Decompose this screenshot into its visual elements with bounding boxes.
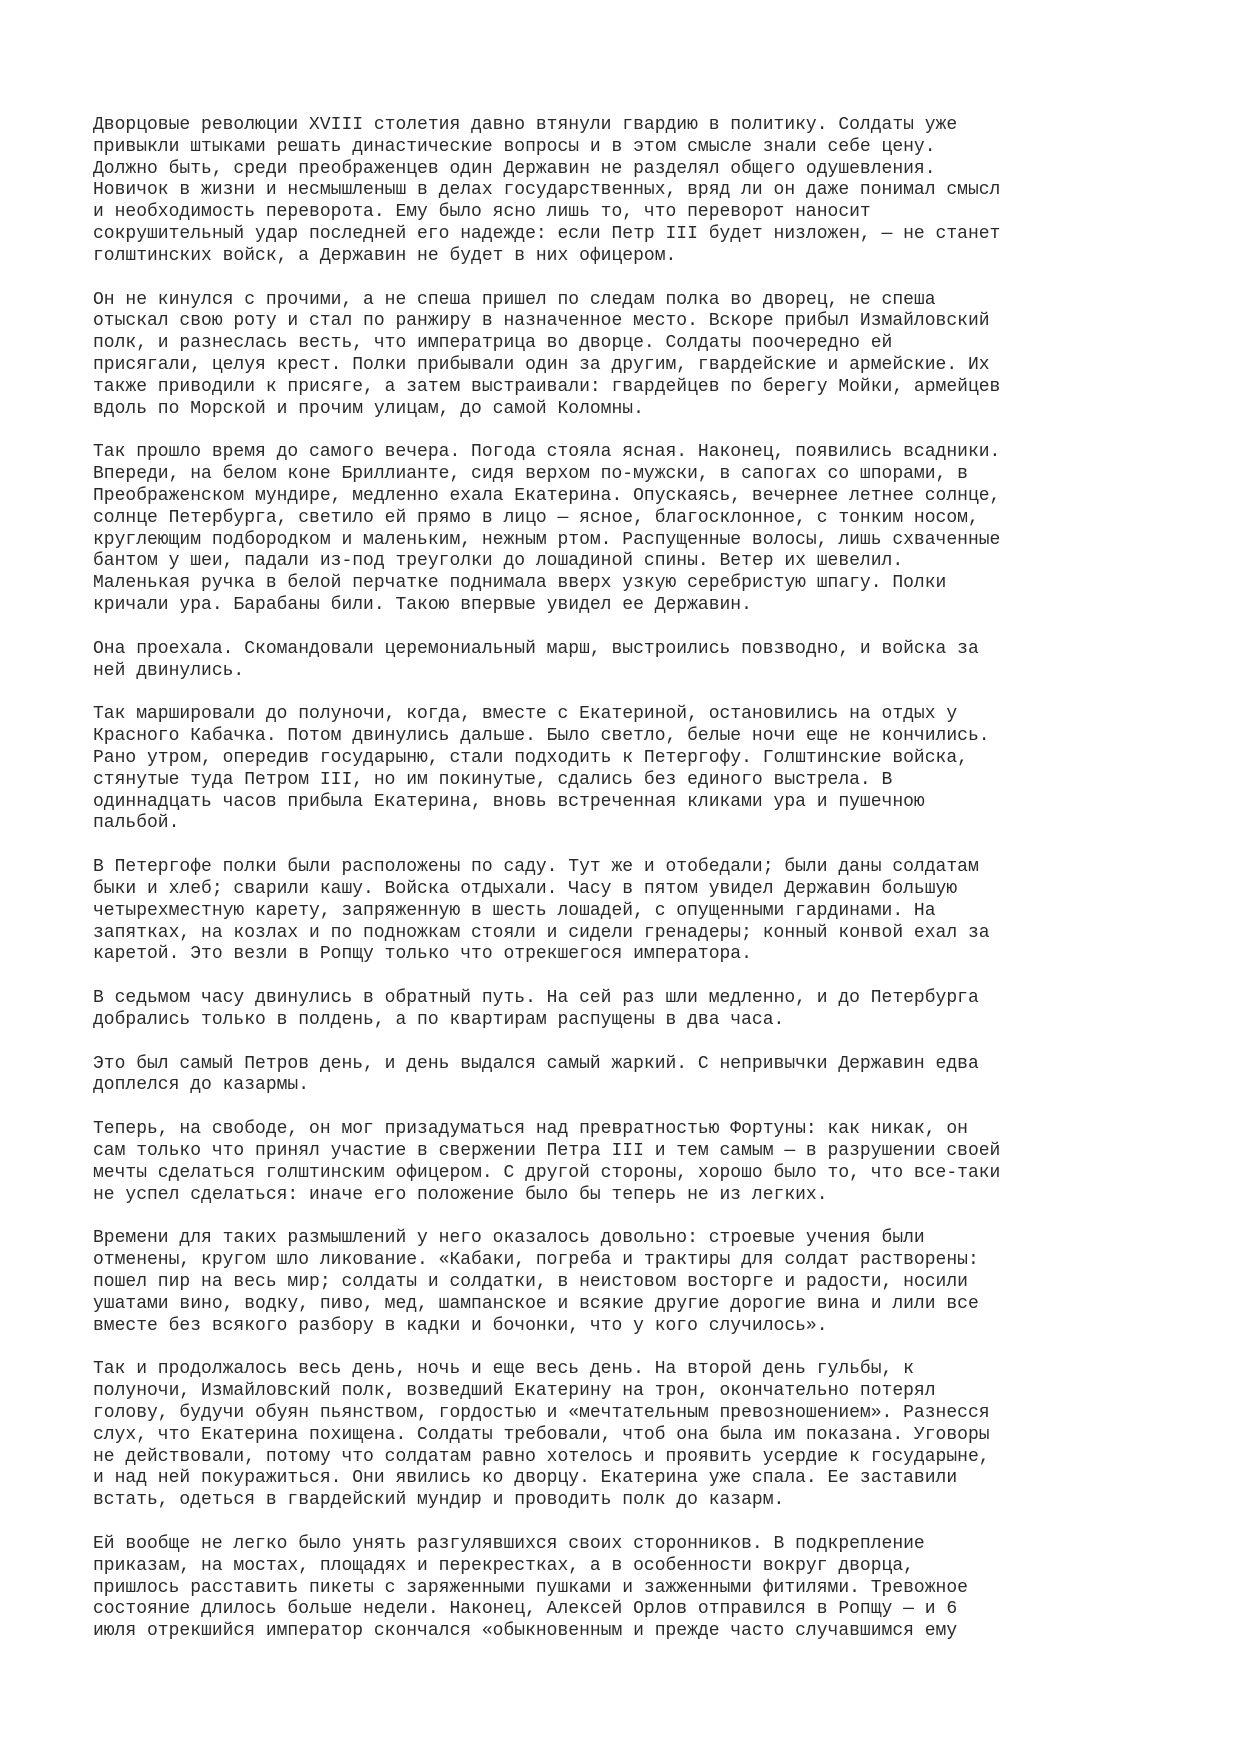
paragraph-1: Дворцовые революции XVIII столетия давно втянули гвардию в политику. Солдаты уже привыкли штыками решать династические вопросы и в этом смысле знали себе цену. Должно быть, среди преображенцев один Державин не разделял общего одушевления. Новичок в жизни и несмышленыш в делах государственных, вряд ли он даже понимал смысл и необходимость переворота. Ему было ясно лишь то, что переворот наносит сокрушительный удар последней его надежде: если Петр III будет низложен, — не станет голштинских войск, а Державин не будет в них офицером. bbox=[93, 115, 1001, 266]
paragraph-6: В Петергофе полки были расположены по саду. Тут же и отобедали; были даны солдатам быки и хлеб; сварили кашу. Войска отдыхали. Часу в пятом увидел Державин большую четырехместную карету, запряженную в шесть лошадей, с опущенными гардинами. На запятках, на козлах и по подножкам стояли и сидели гренадеры; конный конвой ехал за каретой. Это везли в Ропщу только что отрекшегося императора. bbox=[93, 857, 990, 965]
paragraph-10: Времени для таких размышлений у него оказалось довольно: строевые учения были отменены, кругом шло ликование. «Кабаки, погреба и трактиры для солдат растворены: пошел пир на весь мир; солдаты и солдатки, в неистовом восторге и радости, носили ушатами вино, водку, пиво, мед, шампанское и всякие другие дорогие вина и лили все вместе без всякого разбору в кадки и бочонки, что у кого случилось». bbox=[93, 1228, 979, 1336]
paragraph-11: Так и продолжалось весь день, ночь и еще весь день. На второй день гульбы, к полуночи, Измайловский полк, возведший Екатерину на трон, окончательно потерял голову, будучи обуян пьянством, гордостью и «мечтательным превозношением». Разнесся слух, что Екатерина похищена. Солдаты требовали, чтоб она была им показана. Уговоры не действовали, потому что солдатам равно хотелось и проявить усердие к государыне, и над ней покуражиться. Они явились ко дворцу. Екатерина уже спала. Ее заставили встать, одеться в гвардейский мундир и проводить полк до казарм. bbox=[93, 1359, 990, 1511]
paragraph-3: Так прошло время до самого вечера. Погода стояла ясная. Наконец, появились всадники. Впереди, на белом коне Бриллианте, сидя верхом по-мужски, в сапогах со шпорами, в Преображенском мундире, медленно ехала Екатерина. Опускаясь, вечернее летнее солнце, солнце Петербурга, светило ей прямо в лицо — ясное, благосклонное, с тонким носом, круглеющим подбородком и маленьким, нежным ртом. Распущенные волосы, лишь схваченные бантом у шеи, падали из-под треуголки до лошадиной спины. Ветер их шевелил. Маленькая ручка в белой перчатке поднимала вверх узкую серебристую шпагу. Полки кричали ура. Барабаны били. Такою впервые увидел ее Державин. bbox=[93, 442, 1001, 615]
paragraph-5: Так маршировали до полуночи, когда, вместе с Екатериной, остановились на отдых у Красного Кабачка. Потом двинулись дальше. Было светло, белые ночи еще не кончились. Рано утром, опередив государыню, стали подходить к Петергофу. Голштинские войска, стянутые туда Петром III, но им покинутые, сдались без единого выстрела. В одиннадцать часов прибыла Екатерина, вновь встреченная кликами ура и пушечною пальбой. bbox=[93, 704, 990, 834]
paragraph-2: Он не кинулся с прочими, а не спеша пришел по следам полка во дворец, не спеша отыскал свою роту и стал по ранжиру в назначенное место. Вскоре прибыл Измайловский полк, и разнеслась весть, что императрица во дворце. Солдаты поочередно ей присягали, целуя крест. Полки прибывали один за другим, гвардейские и армейские. Их также приводили к присяге, а затем выстраивали: гвардейцев по берегу Мойки, армейцев вдоль по Морской и прочим улицам, до самой Коломны. bbox=[93, 289, 1001, 419]
paragraph-9: Теперь, на свободе, он мог призадуматься над превратностью Фортуны: как никак, он сам только что принял участие в свержении Петра III и тем самым — в разрушении своей мечты сделаться голштинским офицером. С другой стороны, хорошо было то, что все-таки не успел сделаться: иначе его положение было бы теперь не из легких. bbox=[93, 1119, 1001, 1205]
paragraph-12: Ей вообще не легко было унять разгулявшихся своих сторонников. В подкрепление приказам, на мостах, площадях и перекрестках, а в особенности вокруг дворца, пришлось расставить пикеты с заряженными пушками и зажженными фитилями. Тревожное состояние длилось больше недели. Наконец, Алексей Орлов отправился в Ропщу — и 6 июля отрекшийся император скончался «обыкновенным и прежде часто случавшимся ему bbox=[93, 1534, 968, 1642]
document-page bbox=[93, 115, 1173, 1665]
paragraph-4: Она проехала. Скомандовали церемониальный марш, выстроились повзводно, и войска за ней двинулись. bbox=[93, 638, 979, 681]
paragraph-8: Это был самый Петров день, и день выдался самый жаркий. С непривычки Державин едва доплелся до казармы. bbox=[93, 1053, 979, 1096]
paragraph-7: В седьмом часу двинулись в обратный путь. На сей раз шли медленно, и до Петербурга добрались только в полдень, а по квартирам распущены в два часа. bbox=[93, 988, 979, 1030]
